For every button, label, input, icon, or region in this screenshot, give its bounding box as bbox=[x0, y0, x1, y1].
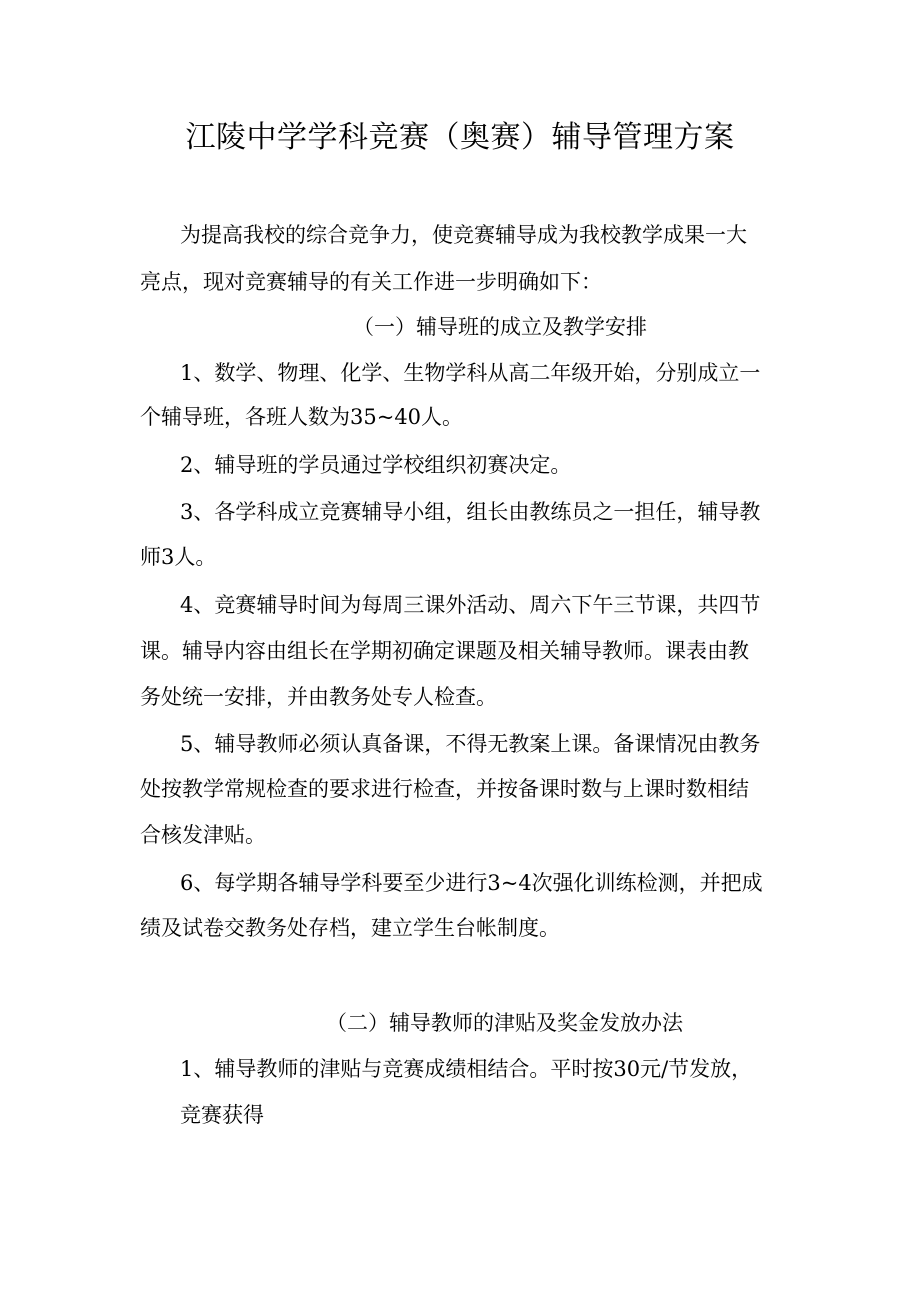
section-1-item-4-line-1: 4、竞赛辅导时间为每周三课外活动、周六下午三节课，共四节 bbox=[180, 593, 761, 617]
section-1-item-4-line-2: 课。辅导内容由组长在学期初确定课题及相关辅导教师。课表由教 bbox=[140, 639, 749, 663]
section-1-item-5-line-1: 5、辅导教师必须认真备课，不得无教案上课。备课情况由教务 bbox=[180, 732, 761, 756]
section-1-item-5-line-2: 处按教学常规检查的要求进行检查，并按备课时数与上课时数相结 bbox=[140, 777, 749, 801]
section-1-item-6-line-2: 绩及试卷交教务处存档，建立学生台帐制度。 bbox=[140, 916, 560, 940]
section-1-item-6-line-1: 6、每学期各辅导学科要至少进行3~4次强化训练检测，并把成 bbox=[180, 871, 763, 895]
section-1-item-3-line-2: 师3人。 bbox=[140, 545, 217, 569]
intro-line-1: 为提高我校的综合竞争力，使竞赛辅导成为我校教学成果一大 bbox=[180, 223, 747, 247]
section-2-item-1-line-2: 竞赛获得 bbox=[180, 1103, 264, 1127]
section-1-item-2-line-1: 2、辅导班的学员通过学校组织初赛决定。 bbox=[180, 453, 572, 477]
section-2-item-1-line-1: 1、辅导教师的津贴与竞赛成绩相结合。平时按30元/节发放， bbox=[180, 1057, 753, 1081]
section-1-item-5-line-3: 合核发津贴。 bbox=[140, 823, 266, 847]
section-1-item-1-line-1: 1、数学、物理、化学、生物学科从高二年级开始，分别成立一 bbox=[180, 361, 761, 385]
section-1-item-1-line-2: 个辅导班，各班人数为35~40人。 bbox=[140, 405, 464, 429]
section-1-item-3-line-1: 3、各学科成立竞赛辅导小组，组长由教练员之一担任，辅导教 bbox=[180, 500, 761, 524]
document-title: 江陵中学学科竞赛（奥赛）辅导管理方案 bbox=[185, 120, 735, 155]
section-1-item-4-line-3: 务处统一安排，并由教务处专人检查。 bbox=[140, 685, 497, 709]
section-2-heading: （二）辅导教师的津贴及奖金发放办法 bbox=[326, 1011, 683, 1035]
section-1-heading: （一）辅导班的成立及教学安排 bbox=[353, 315, 647, 339]
intro-line-2: 亮点，现对竞赛辅导的有关工作进一步明确如下： bbox=[140, 270, 602, 294]
